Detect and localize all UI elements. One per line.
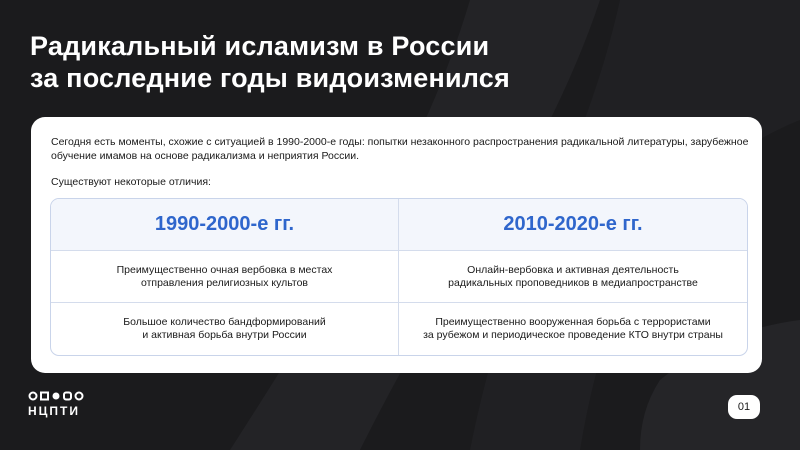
- table-cell: Большое количество бандформирований и активная борьба внутри России: [51, 303, 399, 355]
- intro-text: [51, 135, 751, 189]
- intro-paragraph: Сегодня есть моменты, схожие с ситуацией в 1990-2000-е годы: попытки незаконного распространения радикальной литературы, зарубежное обучение имамов на основе радикализма и неприятия России.: [51, 136, 749, 162]
- differences-label: Существуют некоторые отличия:: [51, 176, 211, 188]
- page-number: 01: [728, 395, 760, 419]
- slide-title: [30, 30, 590, 94]
- title-line-2: за последние годы видоизменился: [30, 63, 510, 93]
- logo: [28, 391, 98, 421]
- table-cell: Преимущественно вооруженная борьба с террористами за рубежом и периодическое проведение КТО внутри страны: [423, 316, 723, 341]
- logo-mark-icon: [28, 391, 98, 401]
- table-header-1990s: 1990-2000-е гг.: [51, 199, 399, 251]
- logo-text: НЦПТИ: [28, 404, 81, 418]
- comparison-table: [50, 198, 748, 356]
- content-card: [31, 117, 762, 373]
- title-line-1: Радикальный исламизм в России: [30, 31, 490, 61]
- table-cell: Преимущественно очная вербовка в местах отправления религиозных культов: [51, 251, 399, 303]
- table-cell: Онлайн-вербовка и активная деятельность радикальных проповедников в медиапространстве: [399, 251, 747, 303]
- table-header-2010s: 2010-2020-е гг.: [399, 199, 747, 251]
